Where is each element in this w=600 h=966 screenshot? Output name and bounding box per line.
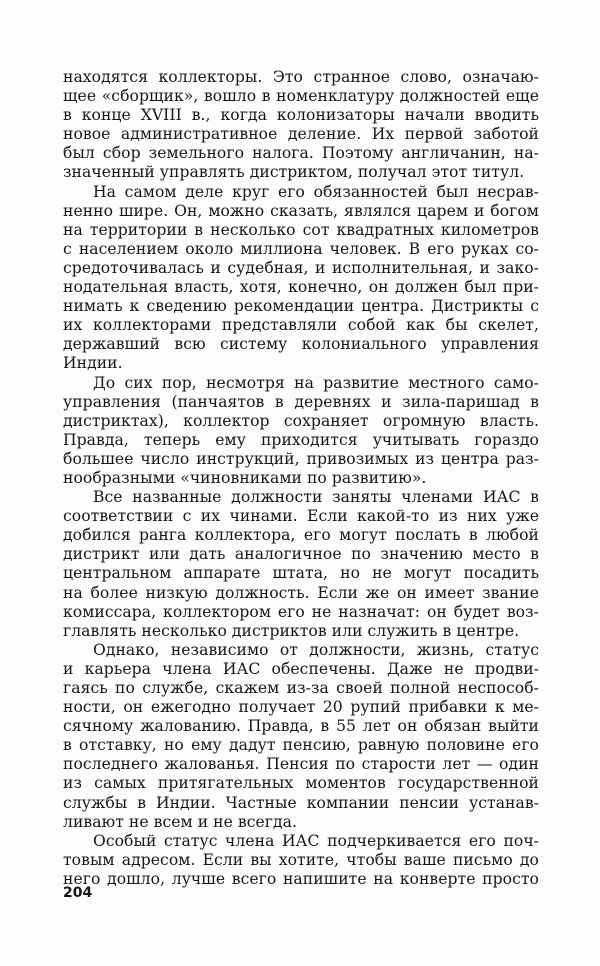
text-line: из самых притягательных моментов государственной <box>63 774 539 793</box>
text-line: ности, он ежегодно получает 20 рупий прибавки к ме- <box>63 698 539 717</box>
text-line: державший всю систему колониального управления <box>63 335 539 354</box>
text-line: ненно шире. Он, можно сказать, являлся царем и богом <box>63 201 539 220</box>
text-line: ливают не всем и не всегда. <box>63 812 297 831</box>
text-line: гаясь по службе, скажем из-за своей полной неспособ- <box>63 679 539 697</box>
text-line: последнего жалованья. Пенсия по старости лет — один <box>63 755 539 774</box>
page-number: 204 <box>63 885 93 901</box>
text-line: новое административное деление. Их первой заботой <box>63 125 539 144</box>
text-line: находятся коллекторы. Это странное слово, означаю- <box>63 68 539 86</box>
text-line: нодательная власть, хотя, конечно, он должен был при- <box>63 278 539 297</box>
text-line: нимать к сведению рекомендации центра. Дистрикты с <box>63 297 539 316</box>
text-line: в отставку, но ему дадут пенсию, равную половине его <box>63 736 539 755</box>
text-line: нообразными «чиновниками по развитию». <box>63 468 427 487</box>
text-line: товым адресом. Если вы хотите, чтобы ваше письмо до <box>63 850 539 869</box>
text-line: дистриктах), коллектор сохраняет огромную власть. <box>63 411 539 430</box>
text-line: и карьера члена ИАС обеспечены. Даже не продви- <box>63 659 539 678</box>
text-line: соответствии с их чинами. Если какой-то из них уже <box>63 507 539 526</box>
text-line: был сбор земельного налога. Поэтому англичанин, на- <box>63 144 539 163</box>
text-line: Правда, теперь ему приходится учитывать гораздо <box>63 430 539 449</box>
text-line: их коллекторами представляли собой как бы скелет, <box>63 316 539 335</box>
text-line: добился ранга коллектора, его могут послать в любой <box>63 526 539 545</box>
text-line: в конце XVIII в., когда колонизаторы начали вводить <box>63 106 539 125</box>
text-line: сячному жалованию. Правда, в 55 лет он обязан выйти <box>63 717 539 736</box>
text-line: Индии. <box>63 354 123 373</box>
text-line: средоточивалась и судебная, и исполнительная, и зако- <box>63 258 539 277</box>
text-line: Все названные должности заняты членами ИАС в <box>93 488 539 507</box>
text-line: на территории в несколько сот квадратных километров <box>63 220 539 239</box>
body-text <box>63 68 539 889</box>
text-line: на более низкую должность. Если же он имеет звание <box>63 583 539 602</box>
text-line: На самом деле круг его обязанностей был несрав- <box>93 182 539 201</box>
text-line: центральном аппарате штата, но не могут посадить <box>63 564 539 583</box>
text-line: Однако, независимо от должности, жизнь, статус <box>93 640 539 659</box>
text-line: с населением около миллиона человек. В его руках со- <box>63 239 539 258</box>
text-line: Особый статус члена ИАС подчеркивается его поч- <box>93 831 539 850</box>
text-line: комиссара, коллектором его не назначат: он будет воз- <box>63 602 539 621</box>
text-line: главлять несколько дистриктов или служить в центре. <box>63 621 520 640</box>
text-line: дистрикт или дать аналогичное по значению место в <box>63 545 539 564</box>
text-line: него дошло, лучше всего напишите на конверте просто <box>63 869 539 888</box>
text-line: значенный управлять дистриктом, получал этот титул. <box>63 163 525 182</box>
text-line: большее число инструкций, привозимых из центра раз- <box>63 449 539 468</box>
text-line: щее «сборщик», вошло в номенклатуру должностей еще <box>63 87 539 106</box>
text-line: службы в Индии. Частные компании пенсии устанав- <box>63 793 539 812</box>
text-line: управления (панчаятов в деревнях и зила-паришад в <box>63 392 539 411</box>
text-line: До сих пор, несмотря на развитие местного само- <box>93 373 539 392</box>
